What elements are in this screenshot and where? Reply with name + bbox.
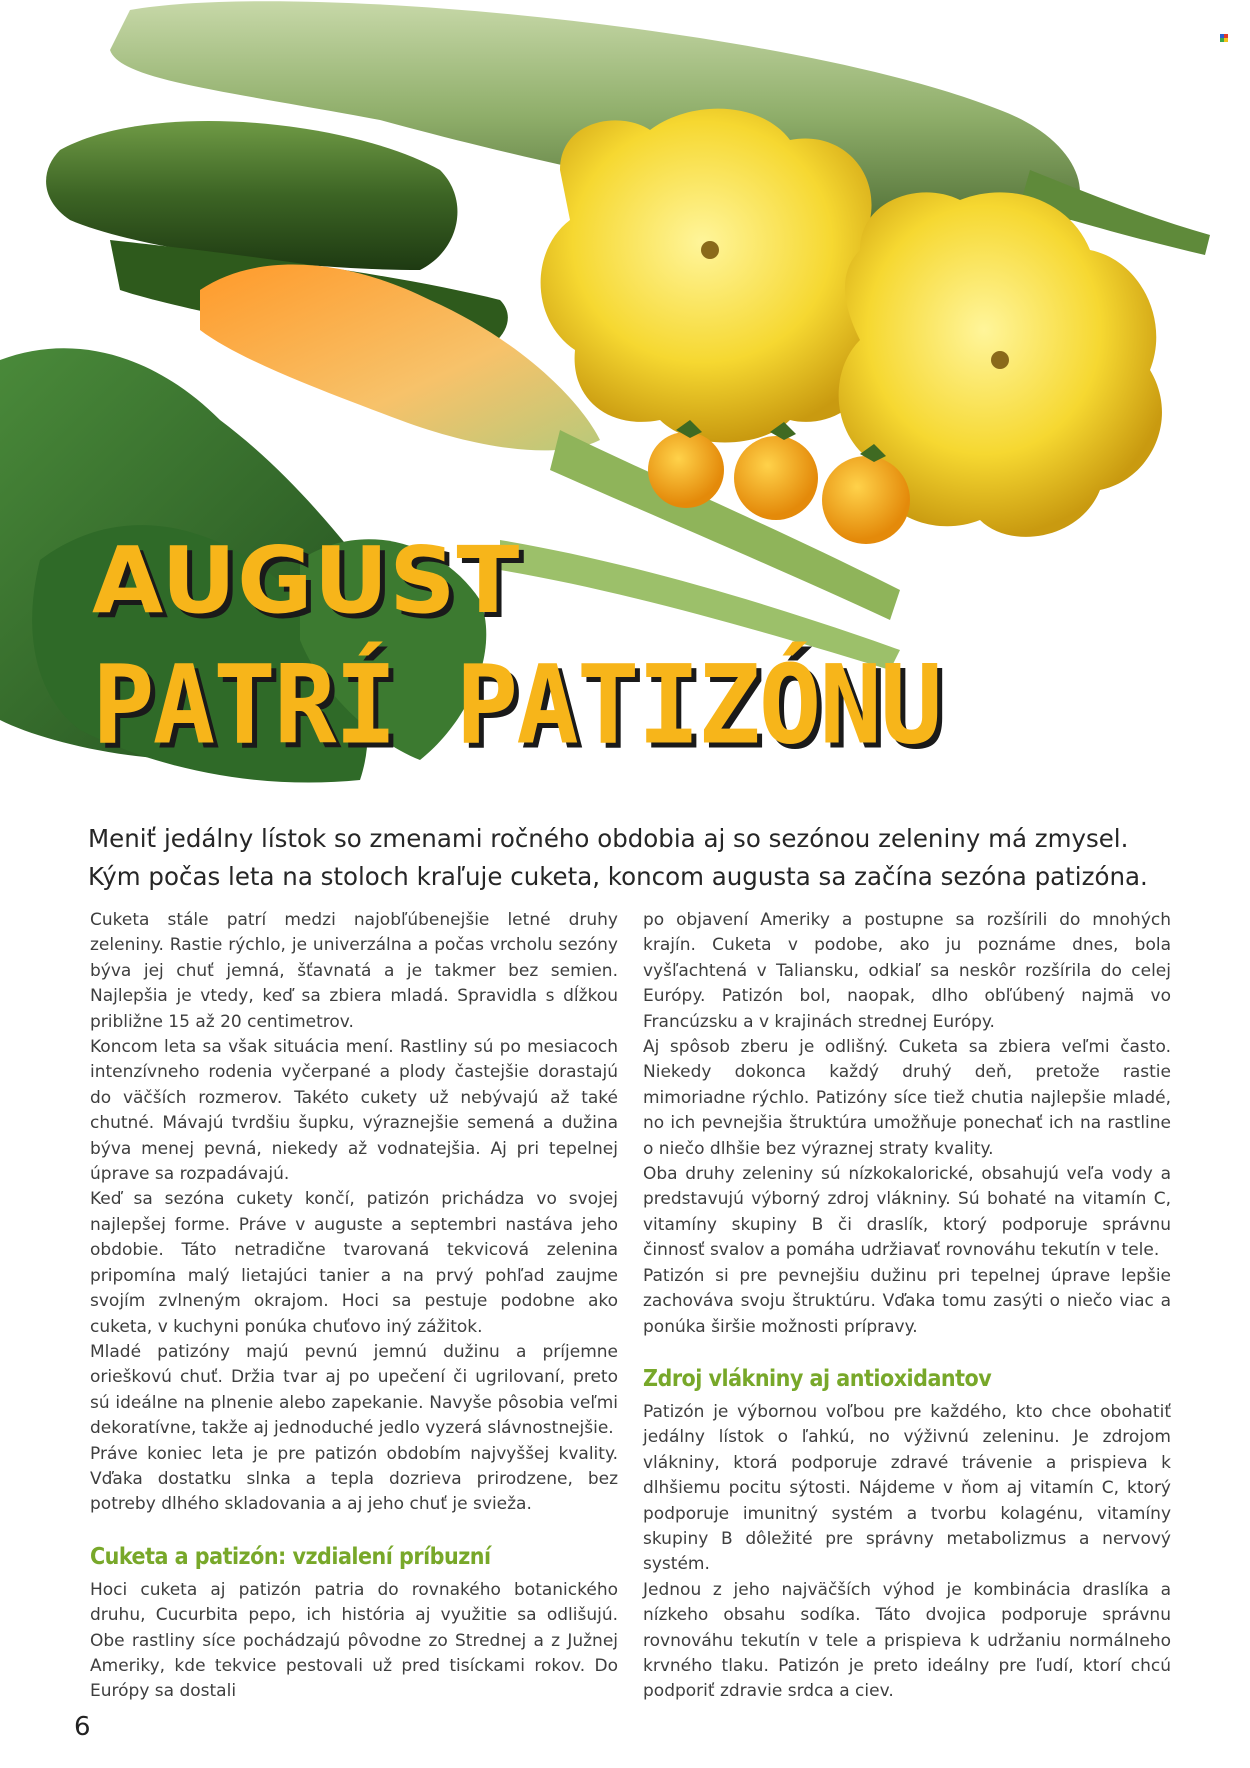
- paragraph: Mladé patizóny majú pevnú jemnú dužinu a príjemne orieškovú chuť. Držia tvar aj po upečení či ugrilovaní, preto sú ideálne na plnenie alebo zapekanie. Navyše pôsobia veľmi dekoratívne, takže aj jednoduché jedlo vyzerá slávnostnejšie.: [90, 1341, 618, 1439]
- section-heading: Cuketa a patizón: vzdialení príbuzní: [90, 1543, 491, 1570]
- paragraph: Aj spôsob zberu je odlišný. Cuketa sa zbiera veľmi často. Niekedy dokonca každý druhý deň, pretože rastie mimoriadne rýchlo. Patizóny síce tiež chutia najlepšie mladé, no ich pevnejšia štruktúra umožňuje ponechať ich na rastline o niečo dlhšie bez výraznej straty kvality.: [643, 1037, 1171, 1159]
- paragraph: Jednou z jeho najväčších výhod je kombinácia draslíka a nízkeho obsahu sodíka. Táto dvojica podporuje správnu rovnováhu tekutín v tele a prispieva k udržaniu normálneho krvného tlaku. Patizón je preto ideálny pre ľudí, ktorí chcú podporiť zdravie srdca a ciev.: [643, 1579, 1171, 1702]
- paragraph: Práve koniec leta je pre patizón obdobím najvyššej kvality. Vďaka dostatku slnka a tepla dozrieva prirodzene, bez potreby dlhého skladovania a aj jeho chuť je svieža.: [90, 1443, 618, 1515]
- page-number: 6: [74, 1712, 91, 1742]
- paragraph: Patizón je výbornou voľbou pre každého, kto chce obohatiť jedálny lístok o ľahkú, no výživnú zeleninu. Je zdrojom vlákniny, ktorá podporuje zdravé trávenie a prispieva k dlhšiemu pocitu sýtosti. Nájdeme v ňom aj vitamín C, ktorý podporuje imunitný systém a tvorbu kolagénu, vitamíny skupiny B dôležité pre správny metabolizmus a nervový systém.: [643, 1401, 1171, 1575]
- title-august: AUGUST: [92, 527, 521, 634]
- title-patri-patizonu: PATRÍ PATIZÓNU: [92, 640, 941, 769]
- paragraph: Hoci cuketa aj patizón patria do rovnakého botanického druhu, Cucurbita pepo, ich história aj využitie sa odlišujú. Obe rastliny síce pochádzajú pôvodne zo Strednej a z Južnej Ameriky, kde tekvice pestovali už pred tisíckami rokov. Do Európy sa dostali: [90, 1579, 618, 1702]
- paragraph: Patizón si pre pevnejšiu dužinu pri tepelnej úprave lepšie zachováva svoju štruktúru. Vďaka tomu zasýti o niečo viac a ponúka širšie možnosti prípravy.: [643, 1265, 1171, 1337]
- lead-paragraph: Meniť jedálny lístok so zmenami ročného obdobia aj so sezónou zeleniny má zmysel. Kým počas leta na stoloch kraľuje cuketa, koncom augusta sa začína sezóna patizóna.: [88, 824, 1148, 891]
- color-mark-icon: [1220, 34, 1228, 42]
- left-column: [90, 908, 618, 1705]
- section-heading: Zdroj vlákniny aj antioxidantov: [643, 1365, 992, 1392]
- paragraph: Keď sa sezóna cukety končí, patizón prichádza vo svojej najlepšej forme. Práve v auguste a septembri nastáva jeho obdobie. Táto netradične tvarovaná tekvicová zelenina pripomína malý lietajúci tanier a na prvý pohľad zaujme svojím zvlneným okrajom. Hoci sa pestuje podobne ako cuketa, v kuchyni ponúka chuťovo iný zážitok.: [90, 1189, 618, 1337]
- paragraph: Cuketa stále patrí medzi najobľúbenejšie letné druhy zeleniny. Rastie rýchlo, je univerzálna a počas vrcholu sezóny býva jej chuť jemná, šťavnatá a je takmer bez semien. Najlepšia je vtedy, keď sa zbiera mladá. Spravidla s dĺžkou približne 15 až 20 centimetrov.: [90, 910, 618, 1032]
- paragraph: Oba druhy zeleniny sú nízkokalorické, obsahujú veľa vody a predstavujú výborný zdroj vlákniny. Sú bohaté na vitamín C, vitamíny skupiny B či draslík, ktorý podporuje správnu činnosť svalov a pomáha udržiavať rovnováhu tekutín v tele.: [643, 1164, 1171, 1261]
- paragraph: po objavení Ameriky a postupne sa rozšírili do mnohých krajín. Cuketa v podobe, ako ju poznáme dnes, bola vyšľachtená v Taliansku, odkiaľ sa neskôr rozšírila do celej Európy. Patizón bol, naopak, dlho obľúbený najmä vo Francúzsku a v krajinách strednej Európy.: [643, 910, 1171, 1032]
- right-column: [643, 908, 1171, 1705]
- paragraph: Koncom leta sa však situácia mení. Rastliny sú po mesiacoch intenzívneho rodenia vyčerpané a plody častejšie dorastajú do väčších rozmerov. Takéto cukety už nebývajú až také chutné. Mávajú tvrdšiu šupku, výraznejšie semená a dužina býva menej pevná, niekedy až vodnatejšia. Aj pri tepelnej úprave sa rozpadávajú.: [90, 1037, 618, 1185]
